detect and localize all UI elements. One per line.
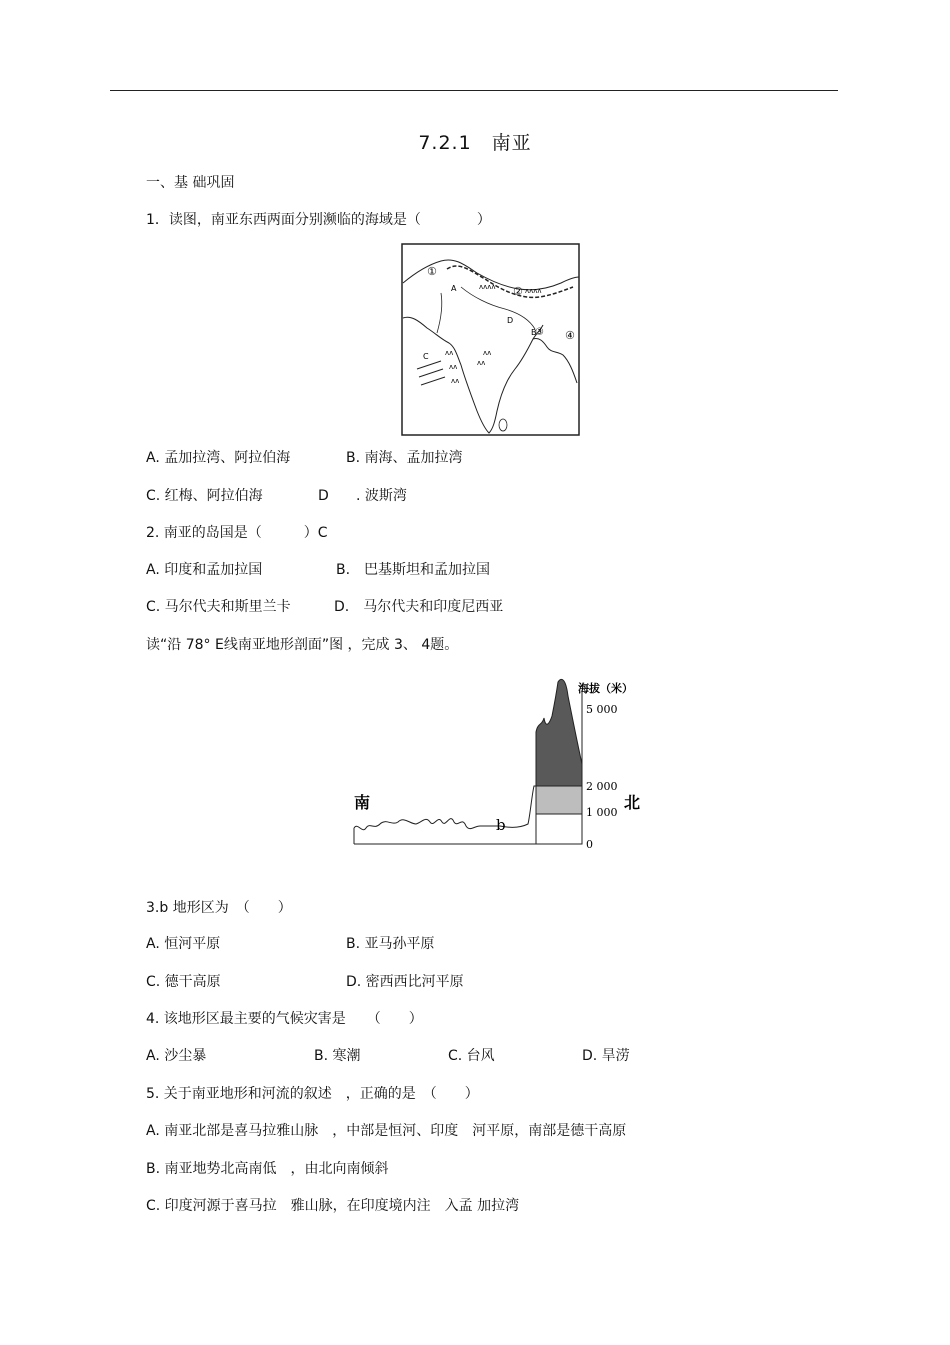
tick-0: 0 bbox=[586, 838, 593, 851]
map-label-d: D bbox=[507, 316, 514, 325]
tick-5000: 5 000 bbox=[586, 703, 618, 716]
q3-option-a: A. 恒河平原 bbox=[146, 936, 221, 952]
q3-option-b: B. 亚马孙平原 bbox=[346, 936, 435, 952]
map-label-1: ① bbox=[427, 265, 437, 278]
map-label-2: ② bbox=[513, 285, 523, 298]
q3-option-d: D. 密西西比河平原 bbox=[346, 974, 464, 990]
q4-option-b: B. 寒潮 bbox=[314, 1048, 361, 1064]
svg-text:ᴧᴧ: ᴧᴧ bbox=[477, 359, 486, 367]
q5-stem: 5. 关于南亚地形和河流的叙述 ，正确的是 （ ） bbox=[146, 1086, 479, 1102]
q4-stem: 4. 该地形区最主要的气候灾害是 （ ） bbox=[146, 1011, 423, 1027]
q2-stem: 2. 南亚的岛国是（ ）C bbox=[146, 525, 328, 541]
svg-text:ᴧᴧ: ᴧᴧ bbox=[449, 363, 458, 371]
map-label-3: ③ bbox=[535, 327, 544, 338]
q5-option-a: A. 南亚北部是喜马拉雅山脉 ，中部是恒河、印度 河平原，南部是德干高原 bbox=[146, 1123, 627, 1139]
page-title: 7.2.1 南亚 bbox=[418, 132, 532, 154]
q1-option-d-text: . 波斯湾 bbox=[356, 488, 407, 504]
map-label-4: ④ bbox=[565, 329, 575, 342]
svg-text:ᴧᴧ: ᴧᴧ bbox=[451, 377, 460, 385]
svg-text:ᴧᴧᴧᴧ: ᴧᴧᴧᴧ bbox=[525, 287, 542, 295]
svg-text:ᴧᴧ: ᴧᴧ bbox=[483, 349, 492, 357]
q1-option-d-letter: D bbox=[318, 488, 329, 504]
q2-option-a: A. 印度和孟加拉国 bbox=[146, 562, 263, 578]
svg-text:ᴧᴧᴧᴧ: ᴧᴧᴧᴧ bbox=[479, 283, 496, 291]
profile-intro: 读“沿 78° E线南亚地形剖面”图 ，完成 3、 4题。 bbox=[146, 637, 459, 653]
svg-text:ᴧᴧ: ᴧᴧ bbox=[445, 349, 454, 357]
q4-option-d: D. 旱涝 bbox=[582, 1048, 630, 1064]
q4-option-c: C. 台风 bbox=[448, 1048, 495, 1064]
map-label-c: C bbox=[423, 352, 429, 361]
profile-north: 北 bbox=[624, 793, 641, 812]
header-rule bbox=[110, 90, 838, 91]
tick-1000: 1 000 bbox=[586, 806, 618, 819]
tick-2000: 2 000 bbox=[586, 780, 618, 793]
q3-option-c: C. 德干高原 bbox=[146, 974, 221, 990]
profile-south: 南 bbox=[354, 793, 371, 812]
south-asia-map bbox=[401, 243, 581, 437]
q1-option-c: C. 红梅、阿拉伯海 bbox=[146, 488, 263, 504]
q4-option-a: A. 沙尘暴 bbox=[146, 1048, 207, 1064]
q5-option-b: B. 南亚地势北高南低 ，由北向南倾斜 bbox=[146, 1161, 389, 1177]
q2-option-c: C. 马尔代夫和斯里兰卡 bbox=[146, 599, 291, 615]
map-label-a: A bbox=[451, 284, 457, 293]
q3-stem: 3.b 地形区为 （ ） bbox=[146, 900, 292, 916]
q1-option-b: B. 南海、孟加拉湾 bbox=[346, 450, 463, 466]
q5-option-c: C. 印度河源于喜马拉 雅山脉，在印度境内注 入孟 加拉湾 bbox=[146, 1198, 520, 1214]
q2-option-d: D. 马尔代夫和印度尼西亚 bbox=[334, 599, 504, 615]
q1-option-a: A. 孟加拉湾、阿拉伯海 bbox=[146, 450, 291, 466]
q2-option-b: B. 巴基斯坦和孟加拉国 bbox=[336, 562, 491, 578]
terrain-profile bbox=[350, 676, 650, 854]
profile-ylabel: 海拔（米） bbox=[578, 682, 633, 695]
profile-region-b: b bbox=[496, 816, 506, 834]
section-heading: 一、基 础巩固 bbox=[146, 175, 235, 191]
map-label-b: B bbox=[531, 328, 537, 337]
q1-stem: 1．读图，南亚东西两面分别濒临的海域是（ ） bbox=[146, 212, 491, 228]
